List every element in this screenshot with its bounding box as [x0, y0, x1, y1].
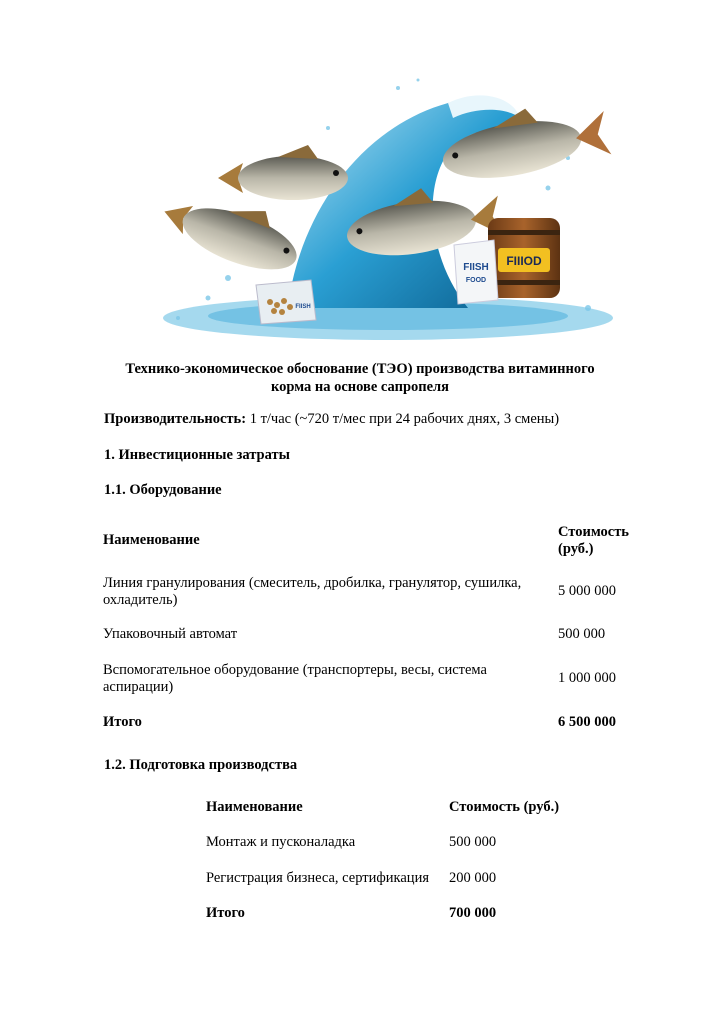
prep-header-name: Наименование	[206, 799, 303, 815]
svg-text:FIISH: FIISH	[463, 262, 489, 273]
capacity-label: Производительность:	[104, 411, 247, 427]
table-row-cost: 200 000	[449, 870, 497, 886]
prep-total-label: Итого	[206, 905, 245, 921]
equipment-header-name: Наименование	[103, 532, 200, 548]
pellet-bag	[256, 280, 316, 324]
table-row-name: Регистрация бизнеса, сертификация	[206, 870, 429, 886]
barrel	[488, 218, 560, 298]
prep-total-value: 700 000	[449, 905, 497, 921]
section-heading-preparation: 1.2. Подготовка производства	[104, 757, 298, 773]
equipment-total-label: Итого	[103, 714, 142, 730]
equipment-total-value: 6 500 000	[558, 714, 616, 730]
table-row-cost: 5 000 000	[558, 583, 616, 599]
hero-illustration	[148, 68, 628, 343]
capacity-value: 1 т/час (~720 т/мес при 24 рабочих днях, 3 смены)	[246, 411, 560, 427]
equipment-header-cost: Стоимость (руб.)	[558, 524, 629, 557]
table-row-cost: 500 000	[558, 626, 606, 642]
document-title: Технико-экономическое обоснование (ТЭО) производства витаминного корма на основе сапропеля	[125, 361, 595, 395]
section-heading-equipment: 1.1. Оборудование	[104, 482, 222, 498]
fish-food-bag	[454, 240, 498, 304]
svg-text:FIISH: FIISH	[295, 304, 311, 310]
section-heading-investment: 1. Инвестиционные затраты	[104, 447, 290, 463]
table-row-name: Линия гранулирования (смеситель, дробилка, гранулятор, сушилка, охладитель)	[103, 575, 522, 608]
svg-text:FIIIOD: FIIIOD	[506, 254, 542, 268]
table-row-cost: 500 000	[449, 834, 497, 850]
prep-header-cost: Стоимость (руб.)	[449, 799, 560, 815]
svg-text:FOOD: FOOD	[465, 277, 487, 284]
table-row-cost: 1 000 000	[558, 670, 616, 686]
capacity-line	[104, 411, 559, 428]
table-row-name: Упаковочный автомат	[103, 626, 238, 642]
table-row-name: Монтаж и пусконаладка	[206, 834, 356, 850]
table-row-name: Вспомогательное оборудование (транспортеры, весы, система аспирации)	[103, 662, 487, 695]
